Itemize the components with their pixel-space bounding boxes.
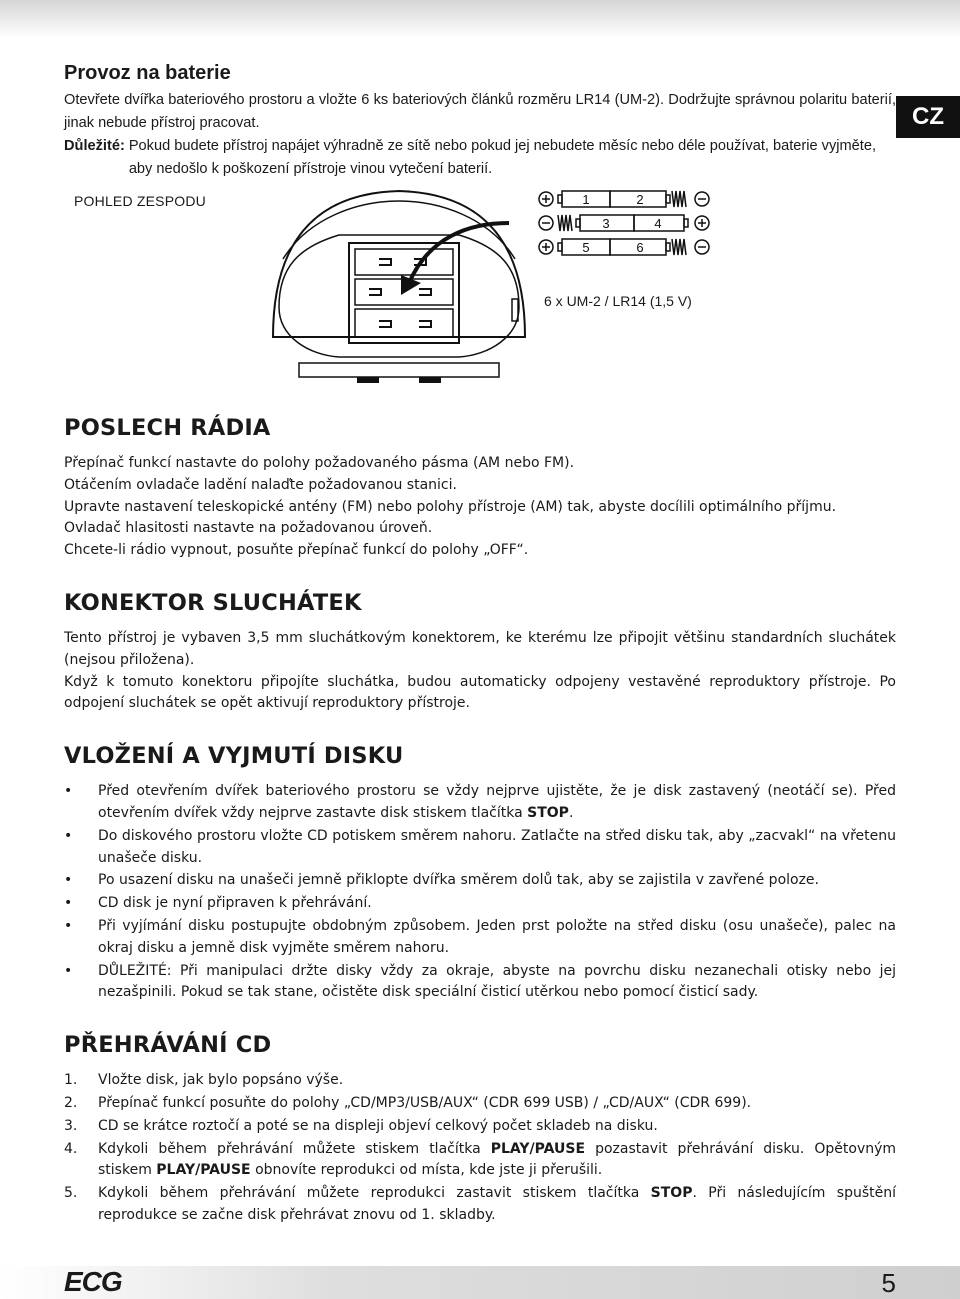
language-tab: CZ: [896, 96, 960, 138]
radio-line: Otáčením ovladače ladění nalaďte požadovanou stanici.: [64, 476, 457, 493]
bottom-view-label: POHLED ZESPODU: [74, 193, 206, 209]
step-item: [64, 1070, 896, 1092]
cell-label: 6: [636, 240, 644, 255]
brand-logo: ECG: [64, 1266, 122, 1297]
step-text: Přepínač funkcí posuňte do polohy „CD/MP3/USB/AUX“ (CDR 699 USB) / „CD/AUX“ (CDR 699).: [98, 1094, 752, 1111]
radio-line: Přepínač funkcí nastavte do polohy požadovaného pásma (AM nebo FM).: [64, 455, 575, 471]
section-headphones: [64, 590, 896, 715]
punctuation: .: [568, 804, 574, 821]
batteries-paragraph: Otevřete dvířka bateriového prostoru a vložte 6 ks bateriových článků rozměru LR14 (UM-2). Dodržujte správnou polaritu baterií, jinak nebude přístroj pracovat.: [64, 92, 896, 131]
battery-caption: 6 x UM-2 / LR14 (1,5 V): [544, 293, 692, 309]
button-name: STOP: [527, 804, 569, 821]
important-text: Pokud budete přístroj napájet výhradně ze sítě nebo pokud jej nebudete měsíc nebo déle používat, baterie vyjměte, aby nedošlo k poškození přístroje vinou vytečení baterií.: [128, 138, 877, 177]
battery-figure: [64, 187, 896, 403]
list-item-text: Před otevřením dvířek bateriového prostoru se vždy nejprve ujistěte, že je disk zastavený (neotáčí se). Před otevřením dvířek vždy nejprve zastavte disk stiskem tlačítka: [98, 783, 896, 821]
important-label: Důležité:: [64, 138, 125, 154]
section-disc: [64, 743, 896, 1004]
step-number: 1.: [64, 1072, 78, 1089]
device-bottom-illustration: [269, 187, 529, 387]
radio-line: Upravte nastavení teleskopické antény (FM) nebo polohy přístroje (AM) tak, abyste docílili optimálního příjmu.: [64, 498, 837, 515]
step-text: pozastavit přehrávání disku. Opětovným stiskem: [98, 1140, 897, 1179]
step-item: [64, 1139, 896, 1183]
headphones-line: Když k tomuto konektoru připojíte sluchátka, budou automaticky odpojeny vestavěné reproduktory přístroje. Po odpojení sluchátek se opět aktivují reproduktory přístroje.: [64, 673, 896, 712]
section-radio: [64, 415, 896, 562]
page-content: [64, 62, 896, 1228]
list-item: [64, 781, 896, 825]
step-text: CD se krátce roztočí a poté se na displeji objeví celkový počet skladeb na disku.: [98, 1117, 658, 1134]
step-number: 4.: [64, 1140, 78, 1157]
playback-title: PŘEHRÁVÁNÍ CD: [64, 1032, 272, 1059]
button-name: PLAY/PAUSE: [156, 1162, 251, 1179]
step-item: [64, 1116, 896, 1138]
step-text: Kdykoli během přehrávání můžete reprodukci zastavit stiskem tlačítka: [98, 1185, 640, 1202]
headphones-line: Tento přístroj je vybaven 3,5 mm sluchátkovým konektorem, ke kterému lze připojit většinu standardních sluchátek (nejsou přiložena).: [64, 629, 896, 668]
section-playback: [64, 1032, 896, 1227]
cell-label: 1: [582, 192, 590, 207]
battery-polarity-diagram: [536, 187, 796, 267]
headphones-title: KONEKTOR SLUCHÁTEK: [64, 589, 362, 616]
disc-list: [64, 781, 896, 1004]
list-item: • DŮLEŽITÉ: Při manipulaci držte disky vždy za okraje, abyste na povrchu disku nezanechali otisky nebo jej nezašpinili. Pokud se tak stane, očistěte disk speciální čisticí utěrkou nebo pomocí čisticí sady.: [64, 961, 896, 1005]
page-number: 5: [881, 1268, 896, 1298]
step-item: [64, 1183, 896, 1227]
cell-label: 4: [654, 216, 662, 231]
footer-bar: [0, 1266, 960, 1299]
cell-label: 3: [602, 216, 610, 231]
section-batteries: [64, 62, 896, 403]
list-item: • Při vyjímání disku postupujte obdobným způsobem. Jeden prst položte na střed disku (osu unašeče), palec na okraj disku a jemně disk vyjměte směrem nahoru.: [64, 916, 896, 960]
step-number: 2.: [64, 1094, 78, 1111]
step-text: obnovíte reprodukci od místa, kde jste ji přerušili.: [255, 1162, 603, 1179]
radio-line: Chcete-li rádio vypnout, posuňte přepínač funkcí do polohy „OFF“.: [64, 542, 529, 559]
step-number: 3.: [64, 1117, 78, 1134]
button-name: PLAY/PAUSE: [490, 1140, 586, 1157]
top-band: [0, 0, 960, 38]
cell-label: 5: [582, 240, 590, 255]
list-item: • Do diskového prostoru vložte CD potiskem směrem nahoru. Zatlačte na střed disku tak, aby „zacvakl“ na vřetenu unašeče disku.: [64, 826, 896, 870]
step-number: 5.: [64, 1185, 78, 1202]
step-item: [64, 1093, 896, 1115]
important-note: [64, 135, 896, 181]
radio-line: Ovladač hlasitosti nastavte na požadovanou úroveň.: [64, 520, 433, 537]
radio-title: POSLECH RÁDIA: [64, 415, 271, 441]
button-name: STOP: [650, 1185, 693, 1202]
step-text: Vložte disk, jak bylo popsáno výše.: [98, 1072, 344, 1089]
cell-label: 2: [636, 192, 644, 207]
step-text: Kdykoli během přehrávání můžete stiskem tlačítka: [98, 1140, 481, 1157]
step-text: . Při následujícím spuštění reprodukce se začne disk přehrávat znovu od 1. skladby.: [98, 1185, 896, 1223]
list-item: • Po usazení disku na unašeči jemně přiklopte dvířka směrem dolů tak, aby se zajistila v zavřené poloze.: [64, 870, 896, 892]
disc-title: VLOŽENÍ A VYJMUTÍ DISKU: [64, 743, 404, 770]
batteries-title: Provoz na baterie: [64, 62, 231, 84]
list-item: • CD disk je nyní připraven k přehrávání.: [64, 893, 896, 915]
playback-steps: [64, 1070, 896, 1227]
